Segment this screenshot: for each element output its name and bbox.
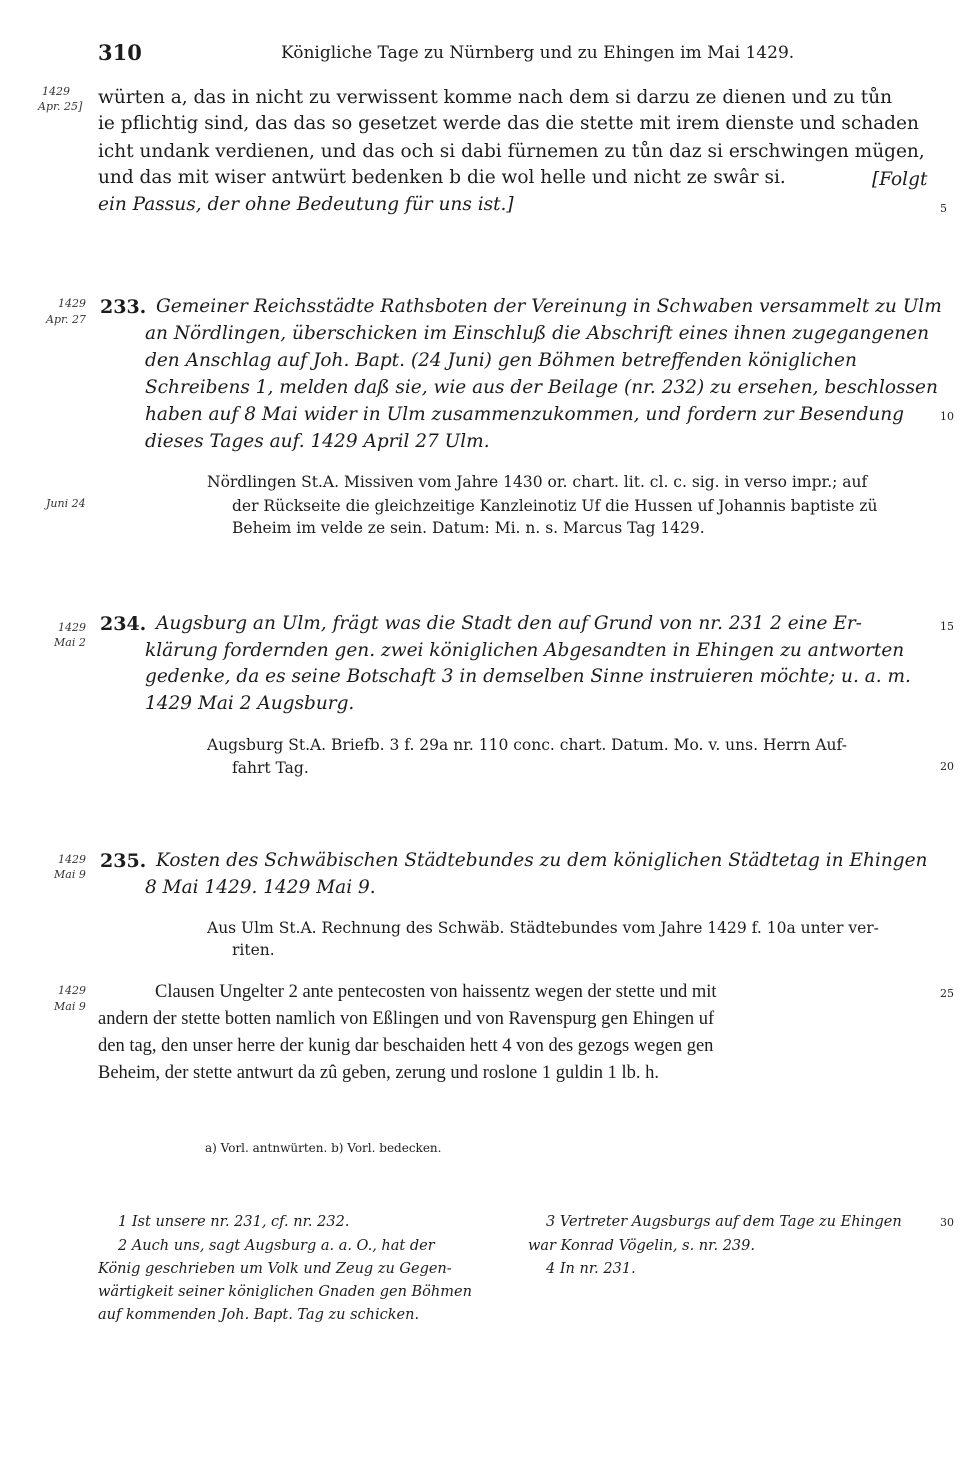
text-line: würten a, das in nicht zu verwissent komme nach dem si darzu ze dienen und zu tůn xyxy=(98,87,893,108)
source-line: der Rückseite die gleichzeitige Kanzleinotiz Uf die Hussen uf Johannis baptiste zü xyxy=(232,497,878,515)
source-line: riten. xyxy=(232,941,275,959)
regest-line: haben auf 8 Mai wider in Ulm zusammenzukommen, und fordern zur Besendung xyxy=(145,404,904,425)
text-line: andern der stette botten namlich von Eßlingen und von Ravenspurg gen Ehingen uf xyxy=(98,1009,715,1029)
running-title: Königliche Tage zu Nürnberg und zu Ehingen im Mai 1429. xyxy=(281,43,795,63)
line-number: 25 xyxy=(940,987,954,1000)
document-number: 234. xyxy=(100,613,147,635)
margin-date-year: 1429 xyxy=(58,853,86,866)
footnote-line: König geschrieben um Volk und Zeug zu Gegen- xyxy=(98,1261,452,1277)
line-number: 30 xyxy=(940,1216,954,1229)
source-line: Beheim im velde ze sein. Datum: Mi. n. s. Marcus Tag 1429. xyxy=(232,519,705,537)
text-line: icht undank verdienen, und das och si dabi fürnemen zu tůn daz si erschwingen mügen, xyxy=(98,141,925,162)
text-line: den tag, den unser herre der kunig dar beschaiden hett 4 von des gezogs wegen gen xyxy=(98,1036,714,1056)
regest-line: 8 Mai 1429. 1429 Mai 9. xyxy=(145,877,376,898)
margin-date-year: 1429 xyxy=(58,297,86,310)
editorial-note: ein Passus, der ohne Bedeutung für uns ist.] xyxy=(98,194,514,215)
regest-line: Kosten des Schwäbischen Städtebundes zu dem königlichen Städtetag in Ehingen xyxy=(156,850,928,871)
margin-date-day: Apr. 27 xyxy=(46,313,87,326)
footnote-line: 1 Ist unsere nr. 231, cf. nr. 232. xyxy=(118,1214,350,1230)
source-line: Aus Ulm St.A. Rechnung des Schwäb. Städtebundes vom Jahre 1429 f. 10a unter ver- xyxy=(207,919,879,937)
line-number: 15 xyxy=(940,620,954,633)
margin-date-year: 1429 xyxy=(42,85,70,98)
text-line: ie pflichtig sind, das das so gesetzet werde das die stette mit irem dienste und schaden xyxy=(98,113,919,134)
regest-line: 1429 Mai 2 Augsburg. xyxy=(145,693,355,714)
line-number: 5 xyxy=(940,202,947,215)
source-line: fahrt Tag. xyxy=(232,759,309,777)
regest-line: an Nördlingen, überschicken im Einschluß die Abschrift eines ihnen zugegangenen xyxy=(145,323,930,344)
regest-line: den Anschlag auf Joh. Bapt. (24 Juni) gen Böhmen betreffenden königlichen xyxy=(145,350,857,371)
running-header xyxy=(98,40,938,68)
margin-date-note: Juni 24 xyxy=(46,497,86,510)
regest-line: dieses Tages auf. 1429 April 27 Ulm. xyxy=(145,431,490,452)
margin-date-day: Apr. 25] xyxy=(38,100,83,113)
source-line: Nördlingen St.A. Missiven vom Jahre 1430 or. chart. lit. cl. c. sig. in verso impr.; auf xyxy=(207,473,868,491)
text-line: Clausen Ungelter 2 ante pentecosten von haissentz wegen der stette und mit xyxy=(155,982,717,1002)
margin-date-day: Mai 9 xyxy=(54,1000,86,1013)
footnote-line: auf kommenden Joh. Bapt. Tag zu schicken. xyxy=(98,1307,420,1323)
margin-date-day: Mai 9 xyxy=(54,868,86,881)
footnote-line: 2 Auch uns, sagt Augsburg a. a. O., hat der xyxy=(118,1238,435,1254)
footnote-line: wärtigkeit seiner königlichen Gnaden gen Böhmen xyxy=(98,1284,472,1300)
line-number: 20 xyxy=(940,760,954,773)
source-line: Augsburg St.A. Briefb. 3 f. 29a nr. 110 conc. chart. Datum. Mo. v. uns. Herrn Auf- xyxy=(207,736,847,754)
regest-line: gedenke, da es seine Botschaft 3 in demselben Sinne instruieren möchte; u. a. m. xyxy=(145,666,911,687)
document-number: 233. xyxy=(100,296,147,318)
text-line: Beheim, der stette antwurt da zû geben, zerung und roslone 1 guldin 1 lb. h. xyxy=(98,1063,660,1083)
footnote-line: 4 In nr. 231. xyxy=(546,1261,636,1277)
regest-line: Schreibens 1, melden daß sie, wie aus der Beilage (nr. 232) zu ersehen, beschlossen xyxy=(145,377,938,398)
margin-date-day: Mai 2 xyxy=(54,636,86,649)
line-number: 10 xyxy=(940,410,954,423)
document-number: 235. xyxy=(100,850,147,872)
regest-line: klärung fordernden gen. zwei königlichen Abgesandten in Ehingen zu antworten xyxy=(145,640,905,661)
regest-line: Augsburg an Ulm, frägt was die Stadt den auf Grund von nr. 231 2 eine Er- xyxy=(156,613,862,634)
critical-apparatus: a) Vorl. antnwürten. b) Vorl. bedecken. xyxy=(205,1141,442,1155)
editorial-note: [Folgt xyxy=(872,169,928,190)
page-number: 310 xyxy=(98,40,142,65)
regest-line: Gemeiner Reichsstädte Rathsboten der Vereinung in Schwaben versammelt zu Ulm xyxy=(156,296,942,317)
margin-date-year: 1429 xyxy=(58,984,86,997)
footnote-line: 3 Vertreter Augsburgs auf dem Tage zu Ehingen xyxy=(546,1214,902,1230)
text-line: und das mit wiser antwürt bedenken b die wol helle und nicht ze swâr si. xyxy=(98,167,786,188)
margin-date-year: 1429 xyxy=(58,621,86,634)
footnote-line: war Konrad Vögelin, s. nr. 239. xyxy=(528,1238,755,1254)
